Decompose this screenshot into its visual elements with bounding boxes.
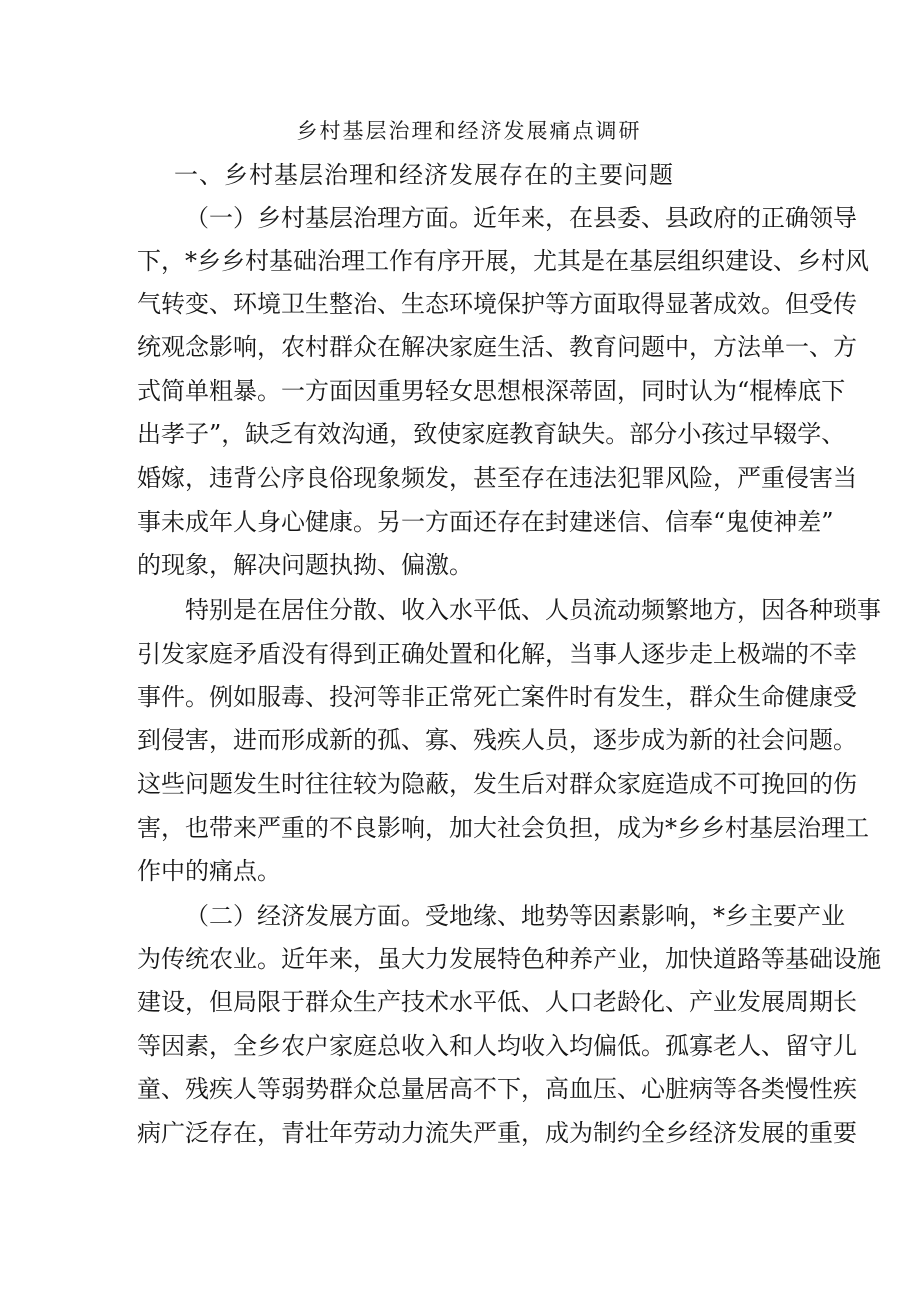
paragraph-line: 下，*乡乡村基础治理工作有序开展，尤其是在基层组织建设、乡村风 [137,247,869,275]
paragraph-line: 式简单粗暴。一方面因重男轻女思想根深蒂固，同时认为“棍棒底下 [137,377,846,405]
paragraph-line: （二）经济发展方面。受地缘、地势等因素影响，*乡主要产业 [185,902,845,930]
paragraph-line: 害，也带来严重的不良影响，加大社会负担，成为*乡乡村基层治理工 [137,814,869,842]
paragraph-line: 婚嫁，违背公序良俗现象频发，甚至存在违法犯罪风险，严重侵害当 [137,464,857,492]
paragraph-line: 等因素，全乡农户家庭总收入和人均收入均偏低。孤寡老人、留守儿 [137,1032,857,1060]
section-heading: 一、乡村基层治理和经济发展存在的主要问题 [174,161,674,189]
paragraph-line: 这些问题发生时往往较为隐蔽，发生后对群众家庭造成不可挽回的伤 [137,770,857,798]
paragraph-line: 出孝子”，缺乏有效沟通，致使家庭教育缺失。部分小孩过早辍学、 [137,420,846,448]
paragraph-line: 特别是在居住分散、收入水平低、人员流动频繁地方，因各种琐事 [185,596,881,624]
paragraph-line: 建设，但局限于群众生产技术水平低、人口老龄化、产业发展周期长 [137,988,857,1016]
paragraph-line: 的现象，解决问题执拗、偏激。 [137,551,473,579]
paragraph-line: 为传统农业。近年来，虽大力发展特色种养产业，加快道路等基础设施 [137,945,881,973]
paragraph-line: 病广泛存在，青壮年劳动力流失严重，成为制约全乡经济发展的重要 [137,1119,857,1147]
paragraph-line: 引发家庭矛盾没有得到正确处置和化解，当事人逐步走上极端的不幸 [137,640,857,668]
paragraph-line: （一）乡村基层治理方面。近年来，在县委、县政府的正确领导 [185,204,857,232]
paragraph-line: 作中的痛点。 [137,857,281,885]
paragraph-line: 到侵害，进而形成新的孤、寡、残疾人员，逐步成为新的社会问题。 [137,726,857,754]
paragraph-line: 事未成年人身心健康。另一方面还存在封建迷信、信奉“鬼使神差” [137,508,834,536]
paragraph-line: 气转变、环境卫生整治、生态环境保护等方面取得显著成效。但受传 [137,290,857,318]
paragraph-line: 事件。例如服毒、投河等非正常死亡案件时有发生，群众生命健康受 [137,683,857,711]
document-title: 乡村基层治理和经济发展痛点调研 [296,119,642,143]
paragraph-line: 童、残疾人等弱势群众总量居高不下，高血压、心脏病等各类慢性疾 [137,1075,857,1103]
paragraph-line: 统观念影响，农村群众在解决家庭生活、教育问题中，方法单一、方 [137,333,857,361]
